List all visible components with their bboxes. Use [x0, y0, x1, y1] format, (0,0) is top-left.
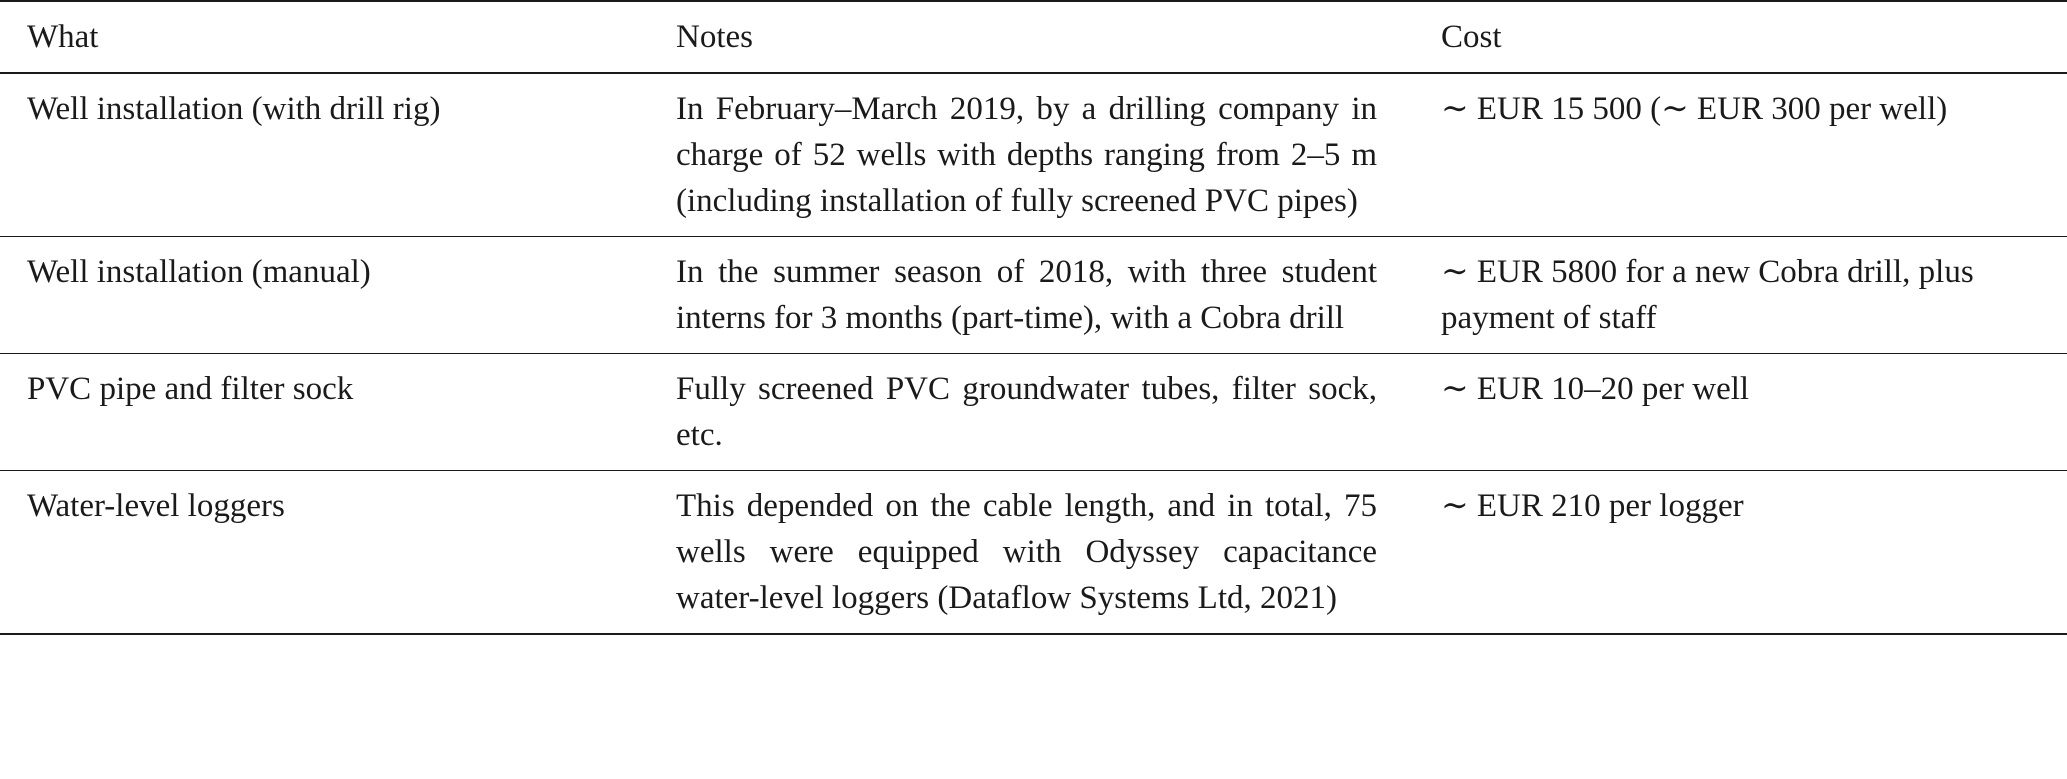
table-body	[0, 73, 2067, 634]
cell-notes: In the summer season of 2018, with three student interns for 3 months (part-time), with a Cobra drill	[676, 254, 1377, 336]
column-header-what: What	[27, 19, 99, 55]
cell-cost: ∼ EUR 15 500 (∼ EUR 300 per well)	[1441, 91, 1948, 127]
cell-cost: ∼ EUR 5800 for a new Cobra drill, plus payment of staff	[1441, 254, 1974, 336]
column-header-cost: Cost	[1441, 19, 1502, 55]
cell-cost: ∼ EUR 10–20 per well	[1441, 371, 1750, 407]
cell-notes: This depended on the cable length, and in total, 75 wells were equipped with Odyssey capacitance water-level loggers (Dataflow Systems Ltd, 2021)	[676, 488, 1377, 616]
cell-cost: ∼ EUR 210 per logger	[1441, 488, 1744, 524]
cell-notes: In February–March 2019, by a drilling company in charge of 52 wells with depths ranging from 2–5 m (including installation of fully screened PVC pipes)	[676, 91, 1377, 219]
cell-what: PVC pipe and filter sock	[27, 371, 354, 407]
header-row	[0, 1, 2067, 73]
table-header	[0, 1, 2067, 73]
table-row	[0, 237, 2067, 354]
cell-what: Well installation (with drill rig)	[27, 91, 441, 127]
column-header-notes: Notes	[676, 19, 753, 55]
table-row	[0, 354, 2067, 471]
table-row	[0, 471, 2067, 635]
cell-what: Well installation (manual)	[27, 254, 371, 290]
cell-notes: Fully screened PVC groundwater tubes, filter sock, etc.	[676, 371, 1377, 453]
cell-what: Water-level loggers	[27, 488, 285, 524]
table-row	[0, 73, 2067, 237]
